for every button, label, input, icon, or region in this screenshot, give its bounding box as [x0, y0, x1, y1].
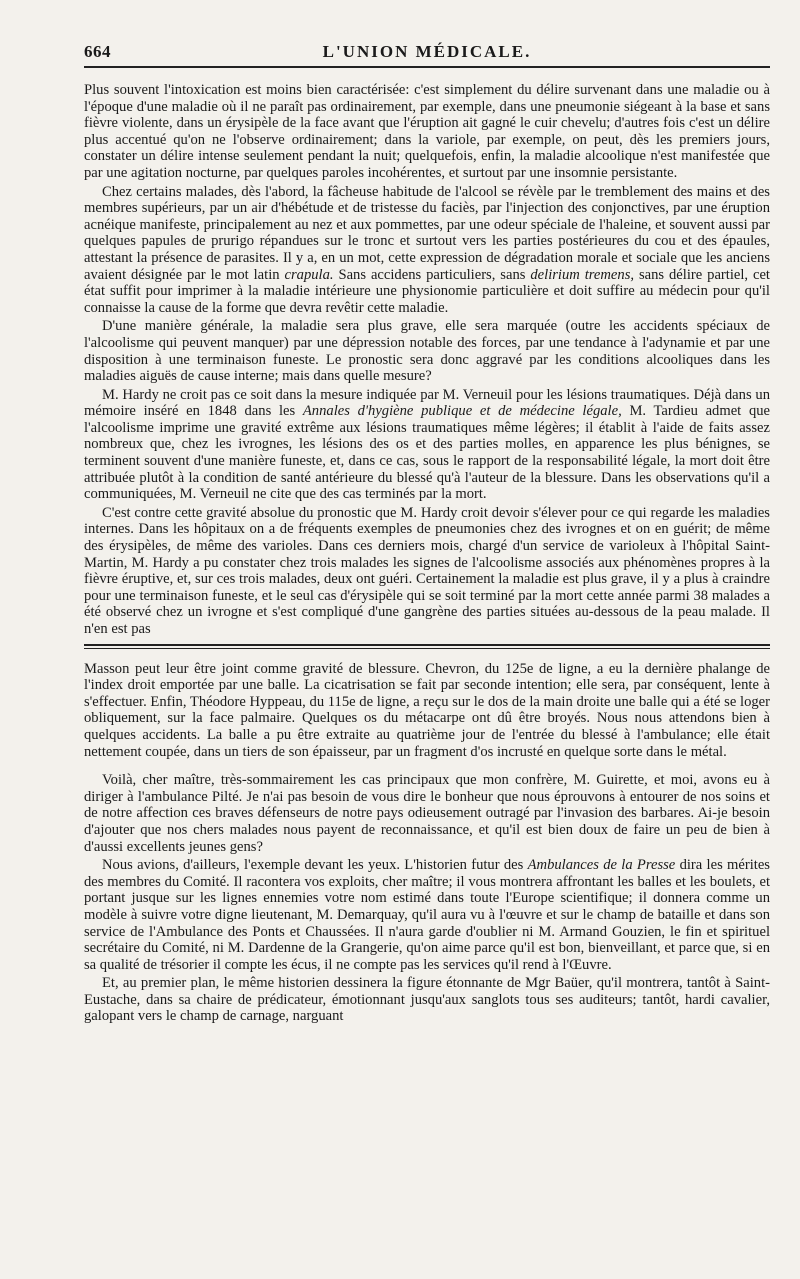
paragraph-text: Et, au premier plan, le même historien dessinera la figure étonnante de Mgr Baüer, qu'il montrera, tantôt à Saint-Eustache, dans sa chaire de prédicateur, émotionnant jusqu'aux sanglots tous ses auditeurs; tantôt, hardi cavalier, galopant vers le champ de carnage, narguant — [84, 975, 770, 1025]
paragraph-text: dira les mérites des membres du Comité. Il racontera vos exploits, cher maître; il vous montrera affrontant les balles et les boulets, et portant jusque sur les lignes ennemies votre nom estimé dans toute l'Europe scientifique; il donnera comme un modèle à suivre votre digne lieutenant, M. Demarquay, qu'il aura vu à l'œuvre et sur le champ de bataille et dans son service de l'Ambulance des Ponts et Chaussées. Il n'aura garde d'oublier ni M. Armand Gouzien, le fin et spirituel secrétaire du Comité, ni M. Dardenne de la Grangerie, qu'on aime parce qu'il est bon, bienveillant, et parce que, si en sa qualité de trésorier il compte les écus, il ne compte pas les services qu'il rend à l'Œuvre. — [84, 857, 770, 973]
paragraph-text: D'une manière générale, la maladie sera plus grave, elle sera marquée (outre les accidents spéciaux de l'alcoolisme qui peuvent manquer) par une dépression notable des forces, par une tendance à l'adynamie et par une disposition à une terminaison funeste. Le pronostic sera donc aggravé par les conditions alcooliques dans les maladies aiguës de cause interne; mais dans quelle mesure? — [84, 318, 770, 385]
feuilleton-article — [84, 661, 770, 1025]
paragraph — [84, 857, 770, 973]
main-article — [84, 82, 770, 638]
paragraph-text: Masson peut leur être joint comme gravité de blessure. Chevron, du 125e de ligne, a eu la dernière phalange de l'index droit emportée par une balle. La cicatrisation se fait par seconde intention; elle sera, par conséquent, lente à s'effectuer. Enfin, Théodore Hyppeau, du 115e de ligne, a reçu sur le dos de la main droite une balle qui a été se loger obliquement, sur la face palmaire. Quelques os du métacarpe ont dû être broyés. Nous nous attendons bien à quelques accidents. La balle a pu être extraite au quatrième jour de l'entrée du blessé à l'ambulance; elle était nettement coupée, dans un tiers de son épaisseur, par un fragment d'os incrusté en quelque sorte dans le métal. — [84, 660, 770, 760]
italic-journal-title: Annales d'hygiène publique et de médecine légale, — [302, 403, 622, 420]
feuilleton-divider — [84, 644, 770, 649]
paragraph — [84, 318, 770, 384]
paragraph-text: sans délire partiel, cet état suffit pour imprimer à la maladie intérieure une physionomie particulière et doit suffire au médecin pour qu'il connaisse la cause de la forme que devra revêtir cette maladie. — [84, 266, 770, 316]
running-title: L'UNION MÉDICALE. — [322, 42, 532, 61]
paragraph — [84, 82, 770, 182]
paragraph-text: Sans accidens particuliers, sans — [333, 266, 531, 283]
page-header — [84, 40, 770, 68]
paragraph — [84, 184, 770, 317]
paragraph — [84, 772, 770, 855]
paragraph-text: M. Hardy ne croit pas ce soit dans la mesure indiquée par M. Verneuil pour les lésions traumatiques. Déjà dans un mémoire inséré en 1848 dans les — [84, 386, 770, 420]
paragraph — [84, 505, 770, 638]
italic-title: Ambulances de la Presse — [527, 857, 676, 874]
paragraph-text: Voilà, cher maître, très-sommairement les cas principaux que mon confrère, M. Guirette, et moi, avons eu à diriger à l'ambulance Pilté. Je n'ai pas besoin de vous dire le bonheur que nous éprouvons à entourer de nos soins et de notre affection ces braves défenseurs de notre pays odieusement outragé par l'invasion des barbares. Ai-je besoin d'ajouter que nos chers malades nous payent de reconnaissance, et qu'il est bien doux de faire un peu de bien à d'aussi excellents jeunes gens? — [84, 772, 770, 855]
page-number: 664 — [84, 42, 111, 61]
italic-term: crapula. — [284, 266, 334, 283]
paragraph — [84, 975, 770, 1025]
paragraph-text: Plus souvent l'intoxication est moins bien caractérisée: c'est simplement du délire survenant dans une maladie ou à l'époque d'une maladie où il ne paraît pas ordinairement, par exemple, dans une pneumonie siégeant à la base et sans fièvre violente, dans un érysipèle de la face avant que l'éruption ait gagné le cuir chevelu; d'autres fois c'est un délire plus accentué qu'on ne l'observe ordinairement; dans la variole, par exemple, on peut, dès les premiers jours, constater un délire intense seulement pendant la nuit; quelquefois, enfin, la maladie alcoolique n'est manifestée que par une agitation nocturne, par quelques paroles incohérentes, et surtout par une insomnie persistante. — [84, 82, 770, 181]
paragraph-text: M. Tardieu admet que l'alcoolisme imprime une gravité extrême aux lésions traumatiques même légères; il établit à l'aide de faits assez nombreux que, chez les ivrognes, les lésions des os et des parties molles, en apparence les plus bénignes, se terminent souvent d'une manière funeste, et, dans ce cas, sous le rapport de la responsabilité légale, la mort doit être attribuée plutôt à la condition de santé antérieure du blessé qu'à l'auteur de la blessure. Dans les observations qu'il a communiquées, M. Verneuil ne cite que des cas terminés par la mort. — [84, 403, 771, 503]
paragraph — [84, 387, 770, 503]
paragraph-text: Nous avions, d'ailleurs, l'exemple devant les yeux. L'historien futur des — [102, 857, 528, 874]
paragraph-text: Chez certains malades, dès l'abord, la fâcheuse habitude de l'alcool se révèle par le tremblement des mains et des membres supérieurs, par un air d'hébétude et de tristesse du faciès, par l'injection des conjonctives, par une éruption acnéique manifeste, principalement au nez et aux pommettes, par une odeur spéciale de l'haleine, et souvent aussi par quelques papules de prurigo répandues sur le tronc et surtout vers les parties postérieures du cou et des épaules, attestant la présence de parasites. Il y a, en un mot, cette expression de dégradation morale et sociale que les anciens avaient désignée par le mot latin — [84, 183, 770, 283]
paragraph — [84, 661, 770, 761]
paragraph-text: C'est contre cette gravité absolue du pronostic que M. Hardy croit devoir s'élever pour ce qui regarde les maladies internes. Dans les hôpitaux on a de fréquents exemples de pneumonies chez des ivrognes et on en guérit; de même des érysipèles, de même des varioles. Dans ces derniers mois, chargé d'un service de varioleux à l'hôpital Saint-Martin, M. Hardy a pu constater chez trois malades les signes de l'alcoolisme associés aux phénomènes propres à la fièvre éruptive, et, sur ces trois malades, deux ont guéri. Certainement la maladie est plus grave, il y a plus à craindre pour une terminaison funeste, et le seul cas d'érysipèle qui se soit terminé par la mort cette année parmi 38 malades a été observé chez un ivrogne et s'est compliqué d'une gangrène des parties situées au-dessous de la peau malade. Il n'en est pas — [84, 504, 770, 637]
section-gap — [84, 762, 770, 772]
italic-term: delirium tremens, — [530, 266, 635, 283]
